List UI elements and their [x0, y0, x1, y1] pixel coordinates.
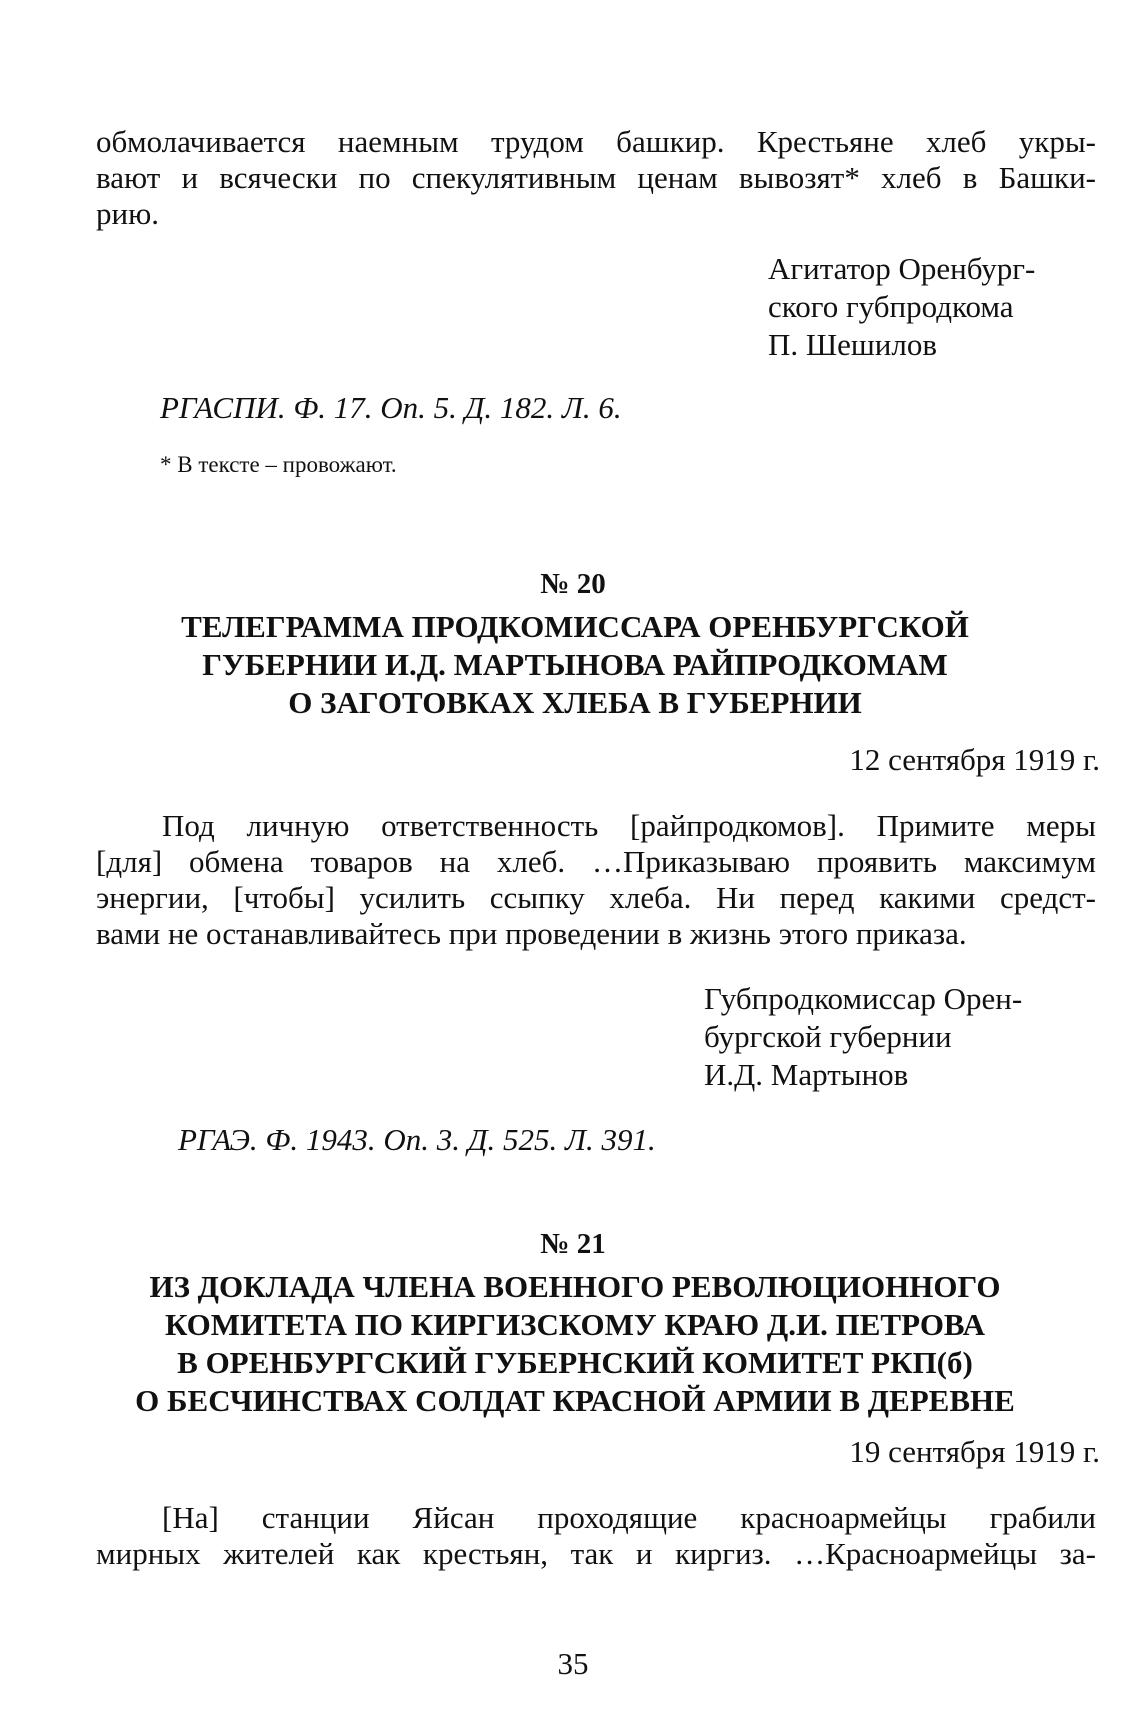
text-line: мирных жителей как крестьян, так и киргиз. …Красноармейцы за- — [96, 1536, 1096, 1571]
document-signature — [704, 980, 1096, 1094]
intro-signature — [768, 250, 1098, 364]
text-line: [для] обмена товаров на хлеб. …Приказываю проявить максимум — [96, 844, 1096, 879]
document-date: 12 сентября 1919 г. — [849, 742, 1100, 777]
document-body — [96, 808, 1096, 952]
title-line: ИЗ ДОКЛАДА ЧЛЕНА ВОЕННОГО РЕВОЛЮЦИОННОГО — [149, 1269, 1001, 1304]
signature-line: ского губпродкома — [768, 289, 1014, 324]
text-line: энергии, [чтобы] усилить ссыпку хлеба. Ни перед какими средст- — [96, 880, 1096, 915]
text-line: [На] станции Яйсан проходящие красноармейцы грабили — [162, 1500, 1096, 1535]
document-number: № 21 — [540, 1228, 606, 1260]
title-line: В ОРЕНБУРГСКИЙ ГУБЕРНСКИЙ КОМИТЕТ РКП(б) — [177, 1345, 973, 1380]
text-line: вами не останавливайтесь при проведении в жизнь этого приказа. — [96, 916, 967, 951]
signature-line: П. Шешилов — [768, 327, 937, 362]
signature-line: Губпродкомиссар Орен- — [704, 981, 1023, 1016]
text-line: Под личную ответственность [райпродкомов]. Примите меры — [162, 808, 1096, 843]
text-line: рию. — [96, 196, 159, 231]
document-body — [96, 1500, 1096, 1572]
document-number: № 20 — [540, 568, 606, 600]
title-line: КОМИТЕТА ПО КИРГИЗСКОМУ КРАЮ Д.И. ПЕТРОВА — [164, 1307, 986, 1342]
title-line: О ЗАГОТОВКАХ ХЛЕБА В ГУБЕРНИИ — [288, 685, 862, 720]
document-title — [60, 608, 1090, 722]
intro-paragraph — [96, 124, 1096, 232]
page-number: 35 — [557, 1646, 589, 1681]
text-line: вают и всячески по спекулятивным ценам вывозят* хлеб в Башки- — [96, 160, 1096, 195]
archive-source: РГАСПИ. Ф. 17. Оп. 5. Д. 182. Л. 6. — [160, 390, 622, 425]
signature-line: бургской губернии — [704, 1019, 952, 1054]
archive-source: РГАЭ. Ф. 1943. Оп. 3. Д. 525. Л. 391. — [178, 1122, 656, 1157]
title-line: О БЕСЧИНСТВАХ СОЛДАТ КРАСНОЙ АРМИИ В ДЕРЕВНЕ — [135, 1383, 1015, 1418]
signature-line: И.Д. Мартынов — [704, 1057, 909, 1092]
footnote: * В тексте – провожают. — [160, 452, 397, 477]
signature-line: Агитатор Оренбург- — [768, 251, 1036, 286]
title-line: ТЕЛЕГРАММА ПРОДКОМИССАРА ОРЕНБУРГСКОЙ — [181, 609, 969, 644]
title-line: ГУБЕРНИИ И.Д. МАРТЫНОВА РАЙПРОДКОМАМ — [202, 647, 948, 682]
document-date: 19 сентября 1919 г. — [849, 1434, 1100, 1469]
text-line: обмолачивается наемным трудом башкир. Крестьяне хлеб укры- — [96, 124, 1096, 159]
document-title — [60, 1268, 1090, 1420]
